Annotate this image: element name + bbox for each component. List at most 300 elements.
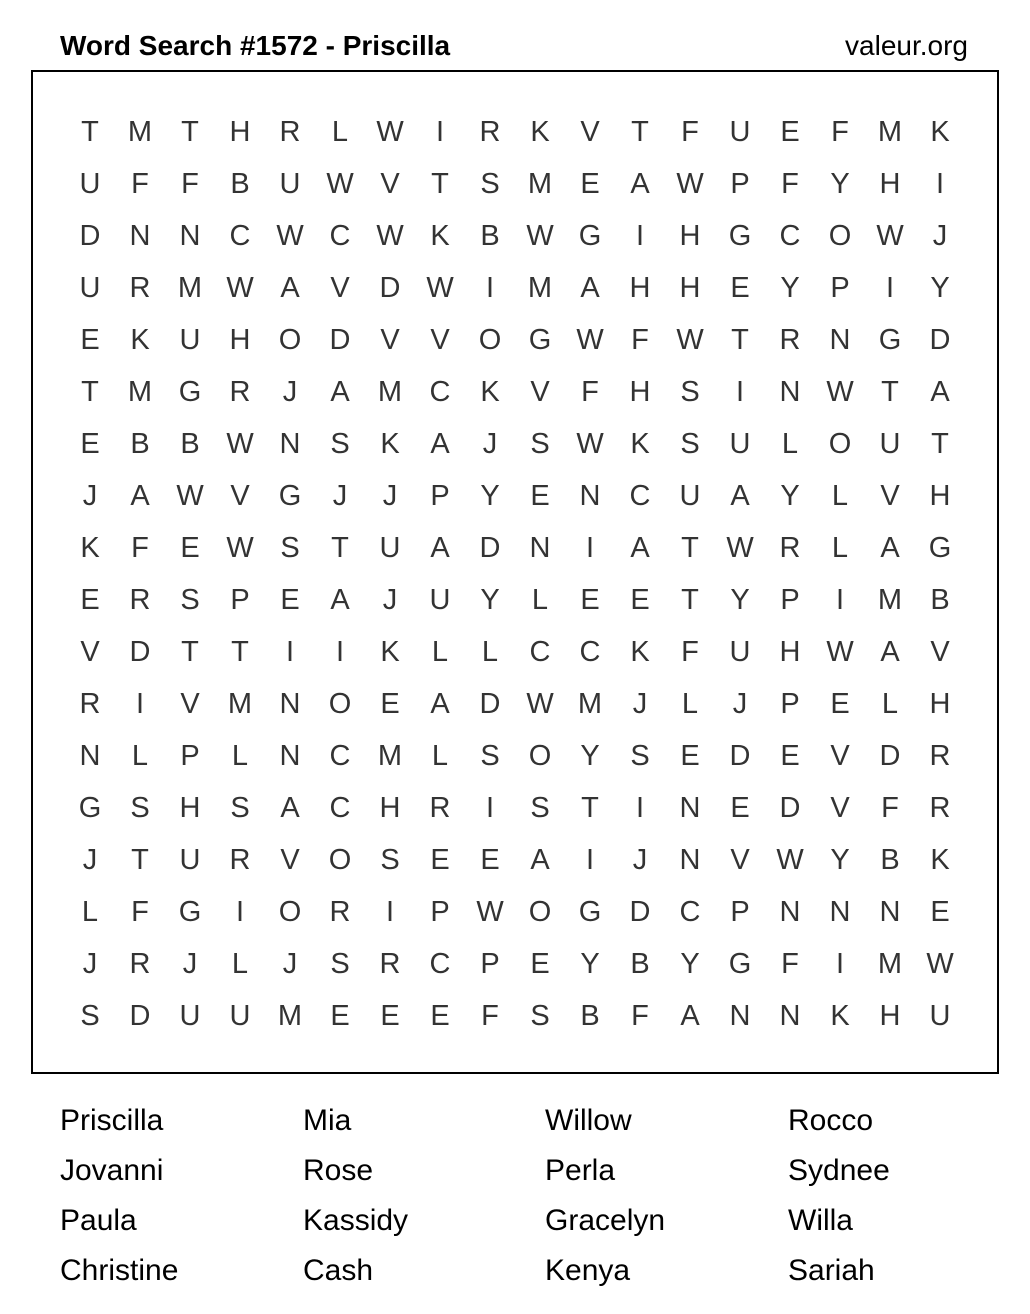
grid-cell[interactable]: S: [230, 792, 250, 824]
grid-cell[interactable]: L: [881, 688, 899, 720]
grid-cell[interactable]: D: [879, 740, 901, 772]
grid-cell[interactable]: T: [131, 844, 149, 876]
grid-cell[interactable]: U: [179, 844, 201, 876]
grid-cell[interactable]: L: [831, 532, 849, 564]
grid-cell[interactable]: R: [379, 948, 401, 980]
grid-cell[interactable]: Y: [780, 272, 800, 304]
grid-cell[interactable]: V: [580, 116, 600, 148]
grid-cell[interactable]: U: [79, 168, 101, 200]
grid-cell[interactable]: P: [430, 896, 450, 928]
grid-cell[interactable]: I: [835, 584, 845, 616]
grid-cell[interactable]: E: [830, 688, 850, 720]
grid-cell[interactable]: Y: [680, 948, 700, 980]
grid-cell[interactable]: N: [779, 1000, 801, 1032]
grid-cell[interactable]: J: [732, 688, 748, 720]
grid-cell[interactable]: F: [831, 116, 849, 148]
grid-cell[interactable]: Y: [480, 584, 500, 616]
grid-cell[interactable]: H: [179, 792, 201, 824]
grid-cell[interactable]: M: [877, 948, 903, 980]
grid-cell[interactable]: J: [932, 220, 948, 252]
grid-cell[interactable]: T: [81, 376, 99, 408]
grid-cell[interactable]: R: [429, 792, 451, 824]
grid-cell[interactable]: M: [277, 1000, 303, 1032]
grid-cell[interactable]: N: [679, 844, 701, 876]
grid-cell[interactable]: F: [481, 1000, 499, 1032]
grid-cell[interactable]: D: [129, 636, 151, 668]
grid-cell[interactable]: D: [479, 532, 501, 564]
grid-cell[interactable]: H: [229, 116, 251, 148]
grid-cell[interactable]: N: [829, 324, 851, 356]
grid-cell[interactable]: R: [929, 740, 951, 772]
grid-cell[interactable]: H: [879, 168, 901, 200]
grid-cell[interactable]: K: [930, 844, 950, 876]
grid-cell[interactable]: D: [779, 792, 801, 824]
grid-cell[interactable]: F: [681, 636, 699, 668]
grid-cell[interactable]: B: [180, 428, 200, 460]
grid-cell[interactable]: W: [676, 324, 704, 356]
grid-cell[interactable]: L: [231, 740, 249, 772]
grid-cell[interactable]: B: [230, 168, 250, 200]
grid-cell[interactable]: K: [630, 428, 650, 460]
grid-cell[interactable]: T: [681, 584, 699, 616]
grid-cell[interactable]: I: [485, 792, 495, 824]
grid-cell[interactable]: K: [130, 324, 150, 356]
grid-cell[interactable]: P: [730, 896, 750, 928]
grid-cell[interactable]: S: [530, 428, 550, 460]
grid-cell[interactable]: N: [279, 740, 301, 772]
grid-cell[interactable]: U: [429, 584, 451, 616]
grid-cell[interactable]: W: [926, 948, 954, 980]
grid-cell[interactable]: G: [178, 896, 202, 928]
grid-cell[interactable]: H: [679, 220, 701, 252]
grid-cell[interactable]: W: [876, 220, 904, 252]
grid-cell[interactable]: K: [530, 116, 550, 148]
grid-cell[interactable]: G: [178, 376, 202, 408]
grid-cell[interactable]: C: [579, 636, 601, 668]
grid-cell[interactable]: L: [831, 480, 849, 512]
grid-cell[interactable]: J: [382, 584, 398, 616]
grid-cell[interactable]: O: [478, 324, 502, 356]
grid-cell[interactable]: L: [531, 584, 549, 616]
grid-cell[interactable]: A: [580, 272, 600, 304]
grid-cell[interactable]: D: [479, 688, 501, 720]
grid-cell[interactable]: C: [429, 376, 451, 408]
grid-cell[interactable]: R: [329, 896, 351, 928]
grid-cell[interactable]: A: [880, 532, 900, 564]
grid-cell[interactable]: D: [79, 220, 101, 252]
grid-cell[interactable]: S: [330, 948, 350, 980]
grid-cell[interactable]: M: [227, 688, 253, 720]
grid-cell[interactable]: W: [576, 324, 604, 356]
grid-cell[interactable]: D: [729, 740, 751, 772]
grid-cell[interactable]: A: [430, 428, 450, 460]
grid-cell[interactable]: S: [280, 532, 300, 564]
grid-cell[interactable]: A: [730, 480, 750, 512]
grid-cell[interactable]: V: [280, 844, 300, 876]
grid-cell[interactable]: R: [779, 532, 801, 564]
grid-cell[interactable]: F: [131, 168, 149, 200]
grid-cell[interactable]: G: [928, 532, 952, 564]
grid-cell[interactable]: O: [278, 324, 302, 356]
grid-cell[interactable]: G: [878, 324, 902, 356]
grid-cell[interactable]: K: [380, 636, 400, 668]
grid-cell[interactable]: N: [279, 428, 301, 460]
grid-cell[interactable]: M: [177, 272, 203, 304]
grid-cell[interactable]: I: [635, 220, 645, 252]
grid-cell[interactable]: I: [285, 636, 295, 668]
grid-cell[interactable]: P: [780, 688, 800, 720]
grid-cell[interactable]: V: [230, 480, 250, 512]
grid-cell[interactable]: C: [429, 948, 451, 980]
grid-cell[interactable]: T: [931, 428, 949, 460]
grid-cell[interactable]: R: [129, 948, 151, 980]
grid-cell[interactable]: L: [331, 116, 349, 148]
grid-cell[interactable]: B: [930, 584, 950, 616]
grid-cell[interactable]: E: [630, 584, 650, 616]
grid-cell[interactable]: W: [526, 220, 554, 252]
grid-cell[interactable]: L: [781, 428, 799, 460]
grid-cell[interactable]: K: [430, 220, 450, 252]
grid-cell[interactable]: A: [930, 376, 950, 408]
grid-cell[interactable]: W: [576, 428, 604, 460]
grid-cell[interactable]: E: [380, 1000, 400, 1032]
grid-cell[interactable]: A: [630, 168, 650, 200]
grid-cell[interactable]: V: [730, 844, 750, 876]
grid-cell[interactable]: N: [779, 896, 801, 928]
grid-cell[interactable]: D: [379, 272, 401, 304]
grid-cell[interactable]: D: [329, 324, 351, 356]
grid-cell[interactable]: A: [280, 792, 300, 824]
grid-cell[interactable]: A: [680, 1000, 700, 1032]
grid-cell[interactable]: W: [826, 376, 854, 408]
grid-cell[interactable]: E: [280, 584, 300, 616]
grid-cell[interactable]: H: [229, 324, 251, 356]
grid-cell[interactable]: W: [676, 168, 704, 200]
grid-cell[interactable]: M: [527, 168, 553, 200]
grid-cell[interactable]: F: [131, 532, 149, 564]
grid-cell[interactable]: I: [435, 116, 445, 148]
grid-cell[interactable]: C: [679, 896, 701, 928]
grid-cell[interactable]: A: [330, 584, 350, 616]
grid-cell[interactable]: B: [130, 428, 150, 460]
grid-cell[interactable]: M: [577, 688, 603, 720]
grid-cell[interactable]: V: [830, 740, 850, 772]
grid-cell[interactable]: N: [779, 376, 801, 408]
grid-cell[interactable]: U: [879, 428, 901, 460]
grid-cell[interactable]: E: [780, 116, 800, 148]
grid-cell[interactable]: V: [880, 480, 900, 512]
grid-cell[interactable]: V: [430, 324, 450, 356]
grid-cell[interactable]: L: [81, 896, 99, 928]
grid-cell[interactable]: S: [630, 740, 650, 772]
grid-cell[interactable]: E: [580, 584, 600, 616]
grid-cell[interactable]: S: [530, 1000, 550, 1032]
grid-cell[interactable]: G: [578, 896, 602, 928]
grid-cell[interactable]: T: [181, 636, 199, 668]
grid-cell[interactable]: U: [679, 480, 701, 512]
grid-cell[interactable]: S: [480, 740, 500, 772]
grid-cell[interactable]: G: [728, 220, 752, 252]
grid-cell[interactable]: N: [279, 688, 301, 720]
grid-cell[interactable]: H: [629, 376, 651, 408]
grid-cell[interactable]: Y: [830, 168, 850, 200]
grid-cell[interactable]: W: [726, 532, 754, 564]
grid-cell[interactable]: J: [632, 688, 648, 720]
grid-cell[interactable]: M: [877, 584, 903, 616]
grid-cell[interactable]: E: [730, 792, 750, 824]
grid-cell[interactable]: W: [276, 220, 304, 252]
grid-cell[interactable]: J: [82, 480, 98, 512]
grid-cell[interactable]: L: [131, 740, 149, 772]
grid-cell[interactable]: F: [781, 168, 799, 200]
grid-cell[interactable]: K: [380, 428, 400, 460]
grid-cell[interactable]: T: [181, 116, 199, 148]
grid-cell[interactable]: L: [431, 740, 449, 772]
grid-cell[interactable]: C: [779, 220, 801, 252]
grid-cell[interactable]: I: [485, 272, 495, 304]
grid-cell[interactable]: O: [328, 688, 352, 720]
grid-cell[interactable]: N: [729, 1000, 751, 1032]
grid-cell[interactable]: U: [179, 1000, 201, 1032]
grid-cell[interactable]: J: [482, 428, 498, 460]
grid-cell[interactable]: H: [879, 1000, 901, 1032]
grid-cell[interactable]: A: [530, 844, 550, 876]
grid-cell[interactable]: P: [230, 584, 250, 616]
grid-cell[interactable]: S: [130, 792, 150, 824]
grid-cell[interactable]: R: [79, 688, 101, 720]
grid-cell[interactable]: V: [330, 272, 350, 304]
grid-cell[interactable]: H: [379, 792, 401, 824]
grid-cell[interactable]: Y: [480, 480, 500, 512]
grid-cell[interactable]: T: [231, 636, 249, 668]
grid-cell[interactable]: H: [929, 688, 951, 720]
grid-cell[interactable]: E: [480, 844, 500, 876]
grid-cell[interactable]: A: [130, 480, 150, 512]
grid-cell[interactable]: E: [430, 844, 450, 876]
grid-cell[interactable]: W: [326, 168, 354, 200]
grid-cell[interactable]: F: [181, 168, 199, 200]
grid-cell[interactable]: I: [385, 896, 395, 928]
grid-cell[interactable]: V: [380, 324, 400, 356]
grid-cell[interactable]: A: [880, 636, 900, 668]
grid-cell[interactable]: U: [729, 636, 751, 668]
grid-cell[interactable]: E: [330, 1000, 350, 1032]
grid-cell[interactable]: U: [729, 428, 751, 460]
grid-cell[interactable]: F: [631, 324, 649, 356]
grid-cell[interactable]: C: [329, 220, 351, 252]
grid-cell[interactable]: I: [635, 792, 645, 824]
grid-cell[interactable]: I: [135, 688, 145, 720]
grid-cell[interactable]: Y: [830, 844, 850, 876]
grid-cell[interactable]: R: [929, 792, 951, 824]
grid-cell[interactable]: V: [380, 168, 400, 200]
grid-cell[interactable]: J: [282, 376, 298, 408]
grid-cell[interactable]: A: [430, 532, 450, 564]
grid-cell[interactable]: B: [880, 844, 900, 876]
grid-cell[interactable]: J: [182, 948, 198, 980]
grid-cell[interactable]: K: [630, 636, 650, 668]
grid-cell[interactable]: V: [530, 376, 550, 408]
grid-cell[interactable]: M: [527, 272, 553, 304]
grid-cell[interactable]: T: [881, 376, 899, 408]
grid-cell[interactable]: G: [578, 220, 602, 252]
grid-cell[interactable]: D: [929, 324, 951, 356]
grid-cell[interactable]: U: [729, 116, 751, 148]
grid-cell[interactable]: W: [426, 272, 454, 304]
grid-cell[interactable]: G: [528, 324, 552, 356]
grid-cell[interactable]: Y: [580, 948, 600, 980]
grid-cell[interactable]: K: [480, 376, 500, 408]
grid-cell[interactable]: G: [278, 480, 302, 512]
grid-cell[interactable]: B: [480, 220, 500, 252]
grid-cell[interactable]: N: [579, 480, 601, 512]
grid-cell[interactable]: I: [235, 896, 245, 928]
grid-cell[interactable]: A: [630, 532, 650, 564]
grid-cell[interactable]: N: [129, 220, 151, 252]
grid-cell[interactable]: W: [476, 896, 504, 928]
grid-cell[interactable]: E: [180, 532, 200, 564]
grid-cell[interactable]: A: [280, 272, 300, 304]
grid-cell[interactable]: H: [629, 272, 651, 304]
grid-cell[interactable]: W: [176, 480, 204, 512]
grid-cell[interactable]: Y: [930, 272, 950, 304]
grid-cell[interactable]: R: [479, 116, 501, 148]
grid-cell[interactable]: M: [377, 376, 403, 408]
grid-cell[interactable]: G: [78, 792, 102, 824]
grid-cell[interactable]: F: [681, 116, 699, 148]
grid-cell[interactable]: M: [377, 740, 403, 772]
grid-cell[interactable]: S: [80, 1000, 100, 1032]
grid-cell[interactable]: V: [830, 792, 850, 824]
grid-cell[interactable]: F: [581, 376, 599, 408]
grid-cell[interactable]: S: [680, 428, 700, 460]
grid-cell[interactable]: E: [580, 168, 600, 200]
grid-cell[interactable]: E: [730, 272, 750, 304]
grid-cell[interactable]: R: [229, 844, 251, 876]
grid-cell[interactable]: N: [529, 532, 551, 564]
grid-cell[interactable]: L: [681, 688, 699, 720]
grid-cell[interactable]: O: [528, 740, 552, 772]
grid-cell[interactable]: H: [779, 636, 801, 668]
grid-cell[interactable]: W: [376, 220, 404, 252]
grid-cell[interactable]: B: [580, 1000, 600, 1032]
grid-cell[interactable]: F: [631, 1000, 649, 1032]
grid-cell[interactable]: F: [781, 948, 799, 980]
grid-cell[interactable]: A: [330, 376, 350, 408]
grid-cell[interactable]: I: [885, 272, 895, 304]
grid-cell[interactable]: E: [80, 324, 100, 356]
grid-cell[interactable]: R: [129, 584, 151, 616]
grid-cell[interactable]: N: [829, 896, 851, 928]
grid-cell[interactable]: E: [80, 584, 100, 616]
grid-cell[interactable]: E: [530, 480, 550, 512]
grid-cell[interactable]: N: [679, 792, 701, 824]
grid-cell[interactable]: V: [930, 636, 950, 668]
grid-cell[interactable]: I: [585, 844, 595, 876]
grid-cell[interactable]: Y: [780, 480, 800, 512]
grid-cell[interactable]: O: [828, 220, 852, 252]
grid-cell[interactable]: I: [735, 376, 745, 408]
grid-cell[interactable]: H: [929, 480, 951, 512]
grid-cell[interactable]: W: [376, 116, 404, 148]
grid-cell[interactable]: B: [630, 948, 650, 980]
grid-cell[interactable]: D: [629, 896, 651, 928]
grid-cell[interactable]: O: [278, 896, 302, 928]
grid-cell[interactable]: U: [279, 168, 301, 200]
grid-cell[interactable]: C: [329, 740, 351, 772]
grid-cell[interactable]: N: [79, 740, 101, 772]
grid-cell[interactable]: I: [835, 948, 845, 980]
grid-cell[interactable]: M: [127, 116, 153, 148]
grid-cell[interactable]: N: [179, 220, 201, 252]
grid-cell[interactable]: W: [526, 688, 554, 720]
grid-cell[interactable]: T: [681, 532, 699, 564]
grid-cell[interactable]: J: [632, 844, 648, 876]
grid-cell[interactable]: J: [82, 948, 98, 980]
grid-cell[interactable]: L: [431, 636, 449, 668]
grid-cell[interactable]: D: [129, 1000, 151, 1032]
grid-cell[interactable]: J: [332, 480, 348, 512]
grid-cell[interactable]: J: [82, 844, 98, 876]
grid-cell[interactable]: T: [581, 792, 599, 824]
grid-cell[interactable]: K: [80, 532, 100, 564]
grid-cell[interactable]: T: [431, 168, 449, 200]
grid-cell[interactable]: P: [830, 272, 850, 304]
grid-cell[interactable]: S: [680, 376, 700, 408]
grid-cell[interactable]: P: [780, 584, 800, 616]
grid-cell[interactable]: P: [730, 168, 750, 200]
grid-cell[interactable]: R: [129, 272, 151, 304]
grid-cell[interactable]: W: [226, 272, 254, 304]
grid-cell[interactable]: S: [180, 584, 200, 616]
grid-cell[interactable]: M: [127, 376, 153, 408]
grid-cell[interactable]: P: [480, 948, 500, 980]
grid-cell[interactable]: S: [380, 844, 400, 876]
grid-cell[interactable]: P: [180, 740, 200, 772]
grid-cell[interactable]: S: [330, 428, 350, 460]
grid-cell[interactable]: E: [80, 428, 100, 460]
grid-cell[interactable]: C: [329, 792, 351, 824]
grid-cell[interactable]: T: [81, 116, 99, 148]
grid-cell[interactable]: O: [828, 428, 852, 460]
grid-cell[interactable]: W: [826, 636, 854, 668]
grid-cell[interactable]: P: [430, 480, 450, 512]
grid-cell[interactable]: E: [780, 740, 800, 772]
grid-cell[interactable]: I: [585, 532, 595, 564]
grid-cell[interactable]: V: [80, 636, 100, 668]
grid-cell[interactable]: E: [930, 896, 950, 928]
grid-cell[interactable]: T: [331, 532, 349, 564]
grid-cell[interactable]: J: [282, 948, 298, 980]
grid-cell[interactable]: E: [680, 740, 700, 772]
grid-cell[interactable]: T: [631, 116, 649, 148]
grid-cell[interactable]: N: [879, 896, 901, 928]
grid-cell[interactable]: R: [229, 376, 251, 408]
grid-cell[interactable]: K: [830, 1000, 850, 1032]
grid-cell[interactable]: C: [229, 220, 251, 252]
grid-cell[interactable]: O: [528, 896, 552, 928]
grid-cell[interactable]: C: [529, 636, 551, 668]
grid-cell[interactable]: J: [382, 480, 398, 512]
grid-cell[interactable]: U: [229, 1000, 251, 1032]
grid-cell[interactable]: L: [481, 636, 499, 668]
grid-cell[interactable]: W: [226, 532, 254, 564]
grid-cell[interactable]: H: [679, 272, 701, 304]
grid-cell[interactable]: M: [877, 116, 903, 148]
grid-cell[interactable]: W: [776, 844, 804, 876]
grid-cell[interactable]: S: [530, 792, 550, 824]
grid-cell[interactable]: C: [629, 480, 651, 512]
